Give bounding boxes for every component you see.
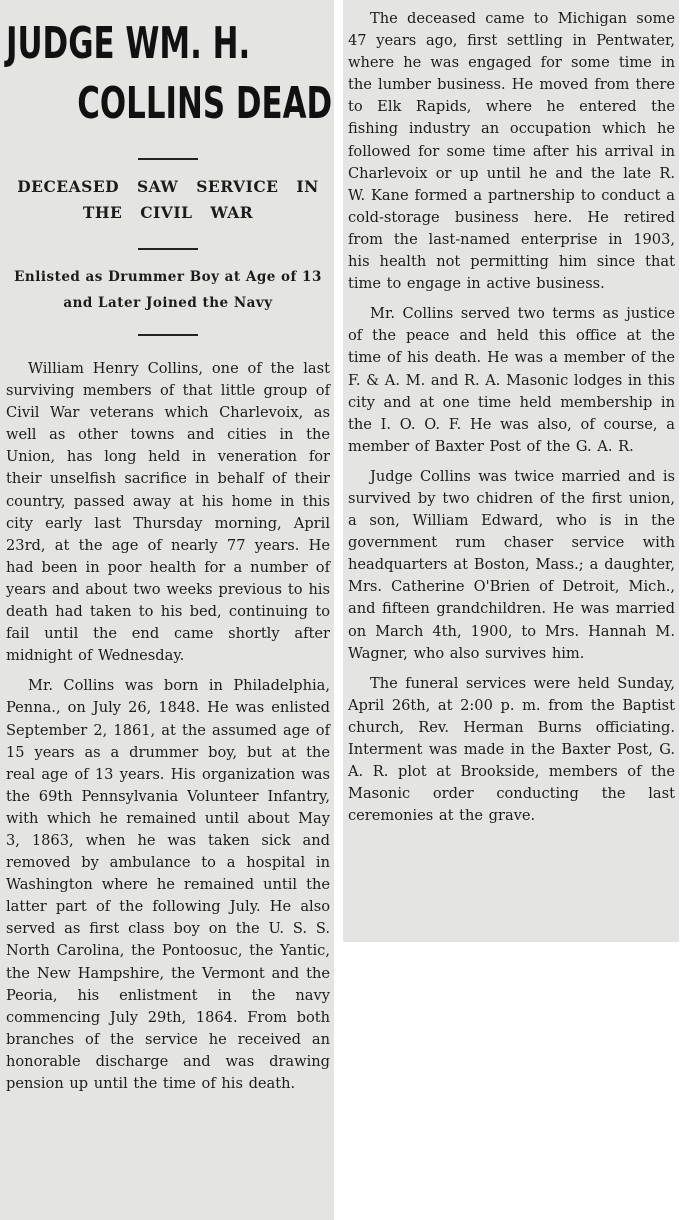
divider-rule: [138, 334, 198, 336]
article-paragraph: Judge Collins was twice married and is survived by two chidren of the first union, a son, William Edward, who is in the government rum chaser service with headquarters at Boston, Mass.; a daughter, Mrs. Catherine O'Brien of Detroit, Mich., and fifteen grandchildren. He was married on March 4th, 1900, to Mrs. Hannah M. Wagner, who also survives him.: [348, 467, 675, 662]
article-paragraph: Mr. Collins was born in Philadelphia, Penna., on July 26, 1848. He was enlisted September 2, 1861, at the assumed age of 15 years as a drummer boy, but at the real age of 13 years. His organization was the 69th Pennsylvania Volunteer Infantry, with which he remained until about May 3, 1863, when he was taken sick and removed by ambulance to a hospital in Washington where he remained until the latter part of the following July. He also served as first class boy on the U. S. S. North Carolina, the Pontoosuc, the Yantic, the New Hampshire, the Vermont and the Peoria, his enlistment in the navy commencing July 29th, 1864. From both branches of the service he received an honorable discharge and was drawing pension up until the time of his death.: [6, 677, 330, 1092]
secondary-subheadline: Enlisted as Drummer Boy at Age of 13 and Later Joined the Navy: [14, 269, 322, 311]
divider-rule: [138, 248, 198, 250]
article-paragraph: Mr. Collins served two terms as justice of the peace and held this office at the time of his death. He was a member of the F. & A. M. and R. A. Masonic lodges in this city and at one time held membership in the I. O. O. F. He was also, of course, a member of Baxter Post of the G. A. R.: [348, 305, 675, 455]
article-column-left: [0, 0, 334, 1220]
headline-line-2: COLLINS DEAD: [77, 78, 333, 129]
subheadline: DECEASED SAW SERVICE IN THE CIVIL WAR: [17, 177, 319, 222]
divider-rule: [138, 158, 198, 160]
article-paragraph: William Henry Collins, one of the last surviving members of that little group of Civil War veterans which Charlevoix, as well as other towns and cities in the Union, has long held in veneration for their unselfish sacrifice in behalf of their country, passed away at his home in this city early last Thursday morning, April 23rd, at the age of nearly 77 years. He had been in poor health for a number of years and about two weeks previous to his death had taken to his bed, continuing to fail until the end came shortly after midnight of Wednesday.: [6, 360, 330, 665]
article-paragraph: The deceased came to Michigan some 47 years ago, first settling in Pentwater, where he was engaged for some time in the lumber business. He moved from there to Elk Rapids, where he entered the fishing industry an occupation which he followed for some time after his arrival in Charlevoix or up until he and the late R. W. Kane formed a partnership to conduct a cold-storage business here. He retired from the last-named enterprise in 1903, his health not permitting him since that time to engage in active business.: [348, 10, 675, 293]
article-column-right: [343, 0, 679, 942]
headline-line-1: JUDGE WM. H.: [6, 18, 251, 69]
article-paragraph: The funeral services were held Sunday, April 26th, at 2:00 p. m. from the Baptist church, Rev. Herman Burns officiating. Interment was made in the Baxter Post, G. A. R. plot at Brookside, members of the Masonic order conducting the last ceremonies at the grave.: [348, 674, 675, 825]
